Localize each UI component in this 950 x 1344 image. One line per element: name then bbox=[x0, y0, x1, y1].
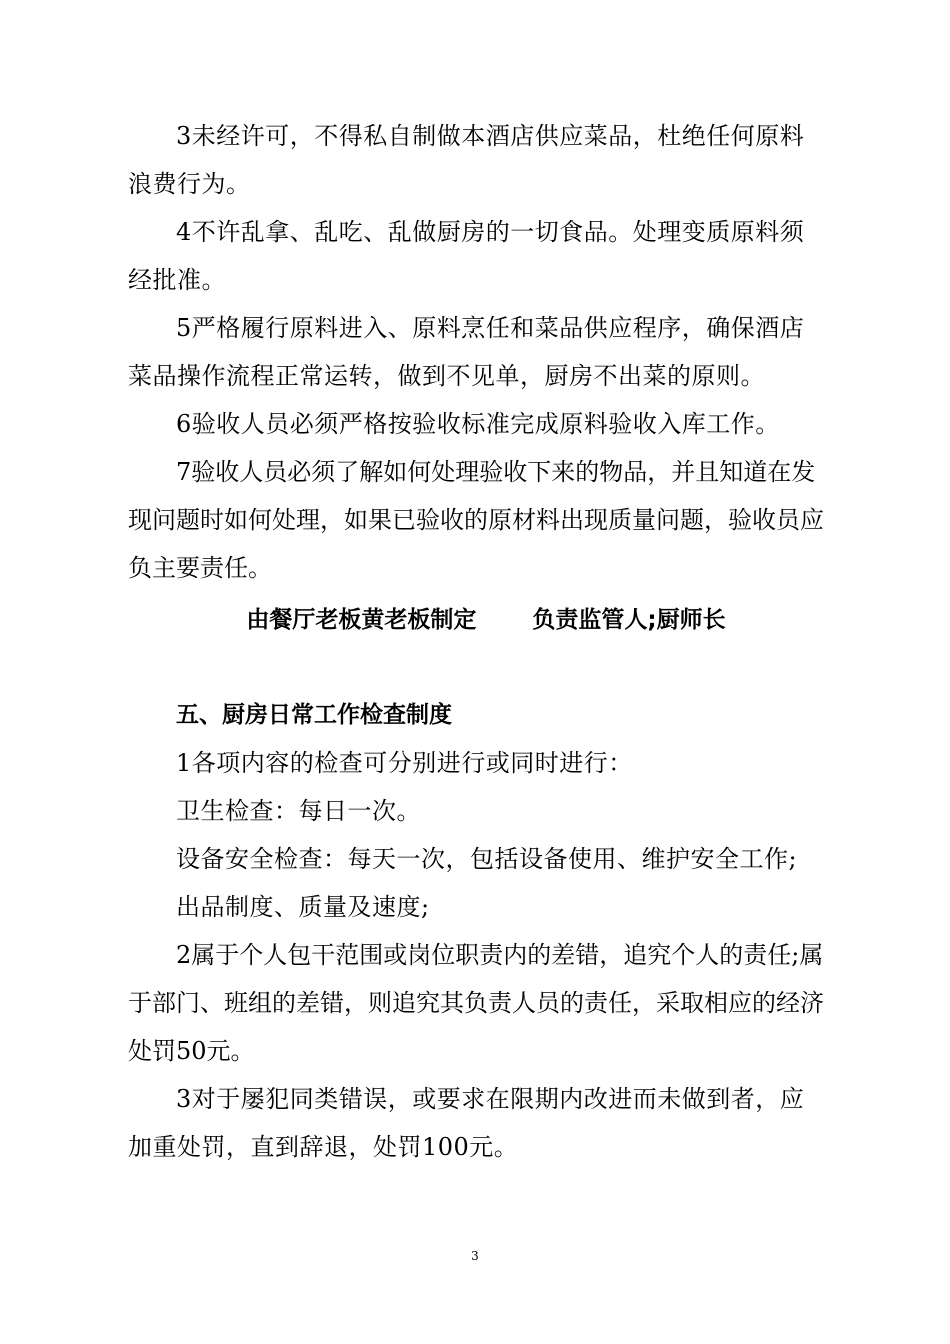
signature-maker: 由餐厅老板黄老板制定 bbox=[246, 607, 477, 633]
document-body bbox=[128, 112, 828, 1171]
section-title: 五、厨房日常工作检查制度 bbox=[176, 702, 452, 728]
paragraph-equipment-check: 设备安全检查：每天一次，包括设备使用、维护安全工作; bbox=[176, 845, 798, 873]
paragraph-output-check: 出品制度、质量及速度; bbox=[176, 893, 430, 921]
paragraph-rule-3: 3未经许可，不得私自制做本酒店供应菜品，杜绝任何原料浪费行为。 bbox=[128, 122, 805, 198]
paragraph-rule-7: 7验收人员必须了解如何处理验收下来的物品，并且知道在发现问题时如何处理，如果已验收的原材料出现质量问题，验收员应负主要责任。 bbox=[128, 458, 824, 582]
signature-supervisor: 负责监管人;厨师长 bbox=[532, 607, 726, 633]
paragraph-hygiene-check: 卫生检查：每日一次。 bbox=[176, 797, 421, 825]
paragraph-rule-4: 4不许乱拿、乱吃、乱做厨房的一切食品。处理变质原料须经批准。 bbox=[128, 218, 805, 294]
signature-line bbox=[128, 596, 828, 644]
paragraph-rule-5: 5严格履行原料进入、原料烹任和菜品供应程序，确保酒店菜品操作流程正常运转，做到不见单，厨房不出菜的原则。 bbox=[128, 314, 805, 390]
page-number: 3 bbox=[471, 1249, 479, 1263]
paragraph-check-3: 3对于屡犯同类错误，或要求在限期内改进而未做到者，应加重处罚，直到辞退，处罚100元。 bbox=[128, 1085, 805, 1161]
paragraph-check-1: 1各项内容的检查可分别进行或同时进行： bbox=[176, 749, 633, 777]
paragraph-check-2: 2属于个人包干范围或岗位职责内的差错，追究个人的责任;属于部门、班组的差错，则追究其负责人员的责任，采取相应的经济处罚50元。 bbox=[128, 941, 824, 1065]
paragraph-rule-6: 6验收人员必须严格按验收标准完成原料验收入库工作。 bbox=[176, 410, 780, 438]
